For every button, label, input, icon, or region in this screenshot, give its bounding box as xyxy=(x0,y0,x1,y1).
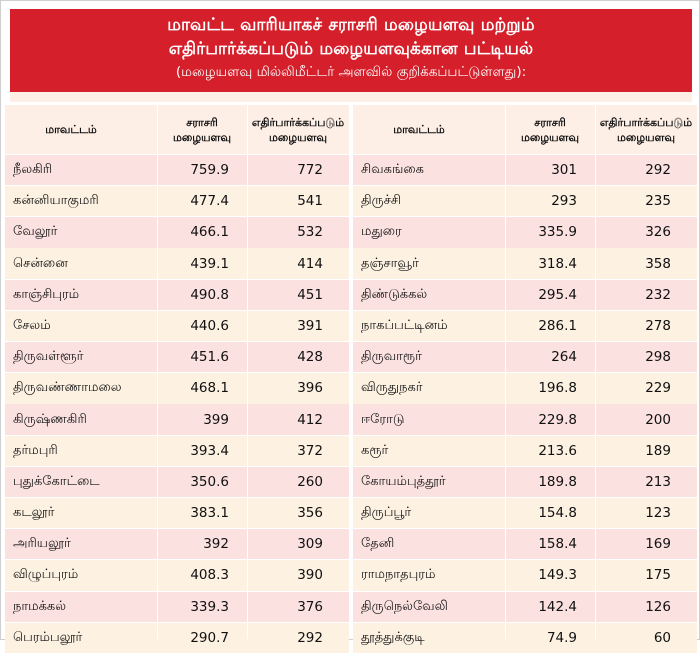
average-cell: 229.8 xyxy=(538,411,577,428)
district-cell: கோயம்புத்தூர் xyxy=(361,473,446,489)
average-cell: 440.6 xyxy=(190,317,229,334)
expected-cell: 414 xyxy=(297,255,323,272)
title-banner xyxy=(10,9,692,92)
table-row xyxy=(353,373,697,403)
expected-cell: 309 xyxy=(297,536,323,553)
expected-cell: 356 xyxy=(297,505,323,522)
header-expected: எதிர்பார்க்கப்படும் மழையளவு xyxy=(251,115,345,144)
subtitle: (மழையளவு மில்லிமீட்டர் அளவில் குறிக்கப்பட்டுள்ளது): xyxy=(175,64,527,80)
district-cell: திருப்பூர் xyxy=(361,505,412,521)
table-row xyxy=(353,186,697,216)
average-cell: 293 xyxy=(551,193,577,210)
district-cell: விழுப்புரம் xyxy=(13,567,79,583)
expected-cell: 189 xyxy=(645,442,671,459)
average-cell: 295.4 xyxy=(538,286,577,303)
table-row xyxy=(353,280,697,310)
average-cell: 142.4 xyxy=(538,598,577,615)
expected-cell: 326 xyxy=(645,224,671,241)
table-row xyxy=(5,404,349,434)
table-row xyxy=(353,560,697,590)
column-divider xyxy=(595,105,596,639)
expected-cell: 396 xyxy=(297,380,323,397)
district-cell: பெரம்பலூர் xyxy=(13,629,83,645)
header-expected: எதிர்பார்க்கப்படும் மழையளவு xyxy=(599,115,693,144)
table-row xyxy=(353,217,697,247)
title-line-2: எதிர்பார்க்கப்படும் மழையளவுக்கான பட்டியல் xyxy=(168,39,534,59)
district-cell: கன்னியாகுமரி xyxy=(13,193,99,209)
district-cell: விருதுநகர் xyxy=(361,380,423,396)
table-body xyxy=(5,155,349,653)
table-row xyxy=(5,467,349,497)
district-cell: திருச்சி xyxy=(361,193,402,209)
header-average: சராசரி மழையளவு xyxy=(521,115,579,144)
expected-cell: 292 xyxy=(645,162,671,179)
table-row xyxy=(5,342,349,372)
district-cell: திருவண்ணாமலை xyxy=(13,380,122,396)
expected-cell: 232 xyxy=(645,286,671,303)
table-header xyxy=(353,105,697,154)
district-cell: மதுரை xyxy=(361,224,402,240)
expected-cell: 451 xyxy=(297,286,323,303)
average-cell: 154.8 xyxy=(538,505,577,522)
average-cell: 408.3 xyxy=(190,567,229,584)
table-row xyxy=(353,467,697,497)
district-cell: திருவாரூர் xyxy=(361,349,422,365)
table-row xyxy=(353,623,697,653)
average-cell: 189.8 xyxy=(538,473,577,490)
district-cell: புதுக்கோட்டை xyxy=(13,473,100,489)
average-cell: 301 xyxy=(551,162,577,179)
district-cell: நாகப்பட்டினம் xyxy=(361,317,448,333)
column-divider xyxy=(247,105,248,639)
district-cell: அரியலூர் xyxy=(13,536,71,552)
table-row xyxy=(5,217,349,247)
table-row xyxy=(353,436,697,466)
district-cell: சென்னை xyxy=(13,255,68,271)
banner-underlay xyxy=(10,92,692,102)
average-cell: 466.1 xyxy=(190,224,229,241)
average-cell: 149.3 xyxy=(538,567,577,584)
district-cell: கரூர் xyxy=(361,442,389,458)
expected-cell: 372 xyxy=(297,442,323,459)
average-cell: 490.8 xyxy=(190,286,229,303)
expected-cell: 772 xyxy=(297,162,323,179)
table-right xyxy=(353,105,697,646)
table-row xyxy=(353,311,697,341)
header-average: சராசரி மழையளவு xyxy=(173,115,231,144)
title-line-1: மாவட்ட வாரியாகச் சராசரி மழையளவு மற்றும் xyxy=(167,15,535,35)
expected-cell: 213 xyxy=(645,473,671,490)
expected-cell: 235 xyxy=(645,193,671,210)
district-cell: திண்டுக்கல் xyxy=(361,286,428,302)
expected-cell: 412 xyxy=(297,411,323,428)
expected-cell: 390 xyxy=(297,567,323,584)
expected-cell: 123 xyxy=(645,505,671,522)
expected-cell: 200 xyxy=(645,411,671,428)
district-cell: காஞ்சிபுரம் xyxy=(13,286,80,302)
table-row xyxy=(353,592,697,622)
table-row xyxy=(5,529,349,559)
expected-cell: 376 xyxy=(297,598,323,615)
table-row xyxy=(5,560,349,590)
table-row xyxy=(5,498,349,528)
district-cell: தூத்துக்குடி xyxy=(361,629,425,645)
table-row xyxy=(5,436,349,466)
table-header xyxy=(5,105,349,154)
table-left xyxy=(5,105,349,646)
average-cell: 477.4 xyxy=(190,193,229,210)
average-cell: 318.4 xyxy=(538,255,577,272)
district-cell: ராமநாதபுரம் xyxy=(361,567,436,583)
district-cell: திருநெல்வேலி xyxy=(361,598,448,614)
average-cell: 399 xyxy=(203,411,229,428)
header-district: மாவட்டம் xyxy=(45,123,97,136)
expected-cell: 532 xyxy=(297,224,323,241)
average-cell: 759.9 xyxy=(190,162,229,179)
district-cell: தர்மபுரி xyxy=(13,442,58,458)
district-cell: ஈரோடு xyxy=(361,411,405,427)
expected-cell: 292 xyxy=(297,629,323,646)
district-cell: திருவள்ளூர் xyxy=(13,349,84,365)
table-row xyxy=(353,529,697,559)
district-cell: நாமக்கல் xyxy=(13,598,67,614)
district-cell: கடலூர் xyxy=(13,505,55,521)
table-row xyxy=(5,623,349,653)
expected-cell: 229 xyxy=(645,380,671,397)
district-cell: கிருஷ்ணகிரி xyxy=(13,411,87,427)
average-cell: 290.7 xyxy=(190,629,229,646)
average-cell: 213.6 xyxy=(538,442,577,459)
district-cell: சேலம் xyxy=(13,317,51,333)
expected-cell: 169 xyxy=(645,536,671,553)
district-cell: தஞ்சாவூர் xyxy=(361,255,419,271)
table-row xyxy=(353,498,697,528)
table-row xyxy=(353,404,697,434)
table-row xyxy=(353,248,697,278)
average-cell: 468.1 xyxy=(190,380,229,397)
expected-cell: 541 xyxy=(297,193,323,210)
average-cell: 196.8 xyxy=(538,380,577,397)
table-row xyxy=(5,311,349,341)
expected-cell: 60 xyxy=(653,629,671,646)
table-row xyxy=(5,155,349,185)
expected-cell: 298 xyxy=(645,349,671,366)
table-row xyxy=(353,342,697,372)
table-row xyxy=(5,373,349,403)
table-row xyxy=(5,280,349,310)
table-body xyxy=(353,155,697,653)
expected-cell: 175 xyxy=(645,567,671,584)
average-cell: 350.6 xyxy=(190,473,229,490)
expected-cell: 358 xyxy=(645,255,671,272)
table-row xyxy=(5,186,349,216)
expected-cell: 260 xyxy=(297,473,323,490)
average-cell: 392 xyxy=(203,536,229,553)
column-divider xyxy=(505,105,506,639)
average-cell: 74.9 xyxy=(546,629,577,646)
expected-cell: 428 xyxy=(297,349,323,366)
average-cell: 286.1 xyxy=(538,317,577,334)
expected-cell: 278 xyxy=(645,317,671,334)
column-divider xyxy=(157,105,158,639)
table-row xyxy=(5,592,349,622)
average-cell: 158.4 xyxy=(538,536,577,553)
average-cell: 339.3 xyxy=(190,598,229,615)
district-cell: நீலகிரி xyxy=(13,162,53,178)
average-cell: 264 xyxy=(551,349,577,366)
expected-cell: 126 xyxy=(645,598,671,615)
district-cell: வேலூர் xyxy=(13,224,58,240)
table-row xyxy=(5,248,349,278)
district-cell: தேனி xyxy=(361,536,395,552)
average-cell: 383.1 xyxy=(190,505,229,522)
table-row xyxy=(353,155,697,185)
header-district: மாவட்டம் xyxy=(393,123,445,136)
average-cell: 439.1 xyxy=(190,255,229,272)
average-cell: 335.9 xyxy=(538,224,577,241)
average-cell: 393.4 xyxy=(190,442,229,459)
average-cell: 451.6 xyxy=(190,349,229,366)
expected-cell: 391 xyxy=(297,317,323,334)
district-cell: சிவகங்கை xyxy=(361,162,424,178)
